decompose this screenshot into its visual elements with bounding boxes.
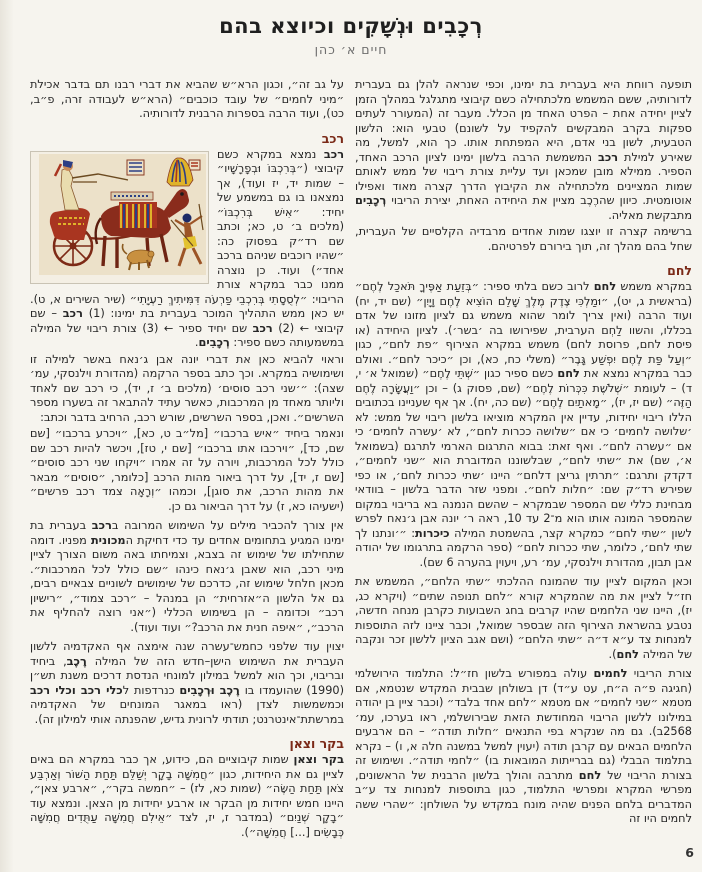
- chariot-illustration: [39, 154, 206, 275]
- paragraph: יצוין עוד שלפני כחמש־עשרה שנה אימצה אף האקדמיה ללשון העברית את השימוש הישן–חדש הזה של המילה רֶכֶב, ביחיד ובריבוי, וכך הוא למשל במילון למונחי הנדסת דרכים משנת תש״ן (1990) שהועמדו בו רֶכֶב וּרְכָבִים כנרדפות לכלי רכב וכלי רכב וכמשמשות לצדן (ראו במאגר המונחים של האקדמיה במרשתת־אינטרנט; תודתי לרונית גדיש, שהפנתה אותי למילון זה).: [30, 640, 345, 726]
- column-right: [355, 78, 692, 829]
- paragraph: וכאן המקום לציין עוד שהמונח ההלכתי ״שתי הלחם״, המשמש את חז״ל לציין את מה שהמקרא קורא ״לחם תנופה שתים״ (ויקרא כג, יז), היינו שני הלחמים שהיו קרבים בחג השבועות כקרבן מנחה חדשה, נטבע בהשראת הצירוף הזה שבספר שמואל, וכבר ציינו לזה התוספות למנחות צד ע״א ד״ה ״שתי הלחם״ (ושם אגב הציון ללשון זכר ונקבה של המילה לחם).: [355, 575, 692, 661]
- paragraph: בקר וצאן שמות קיבוציים הם, כידוע, אך כבר במקרא הם באים לציין גם את היחידות, כגון ״חֲמִשָּׁה בָקָר יְשַׁלֵּם תַּחַת הַשּׁוֹר וְאַרְבַּע צֹאן תַּחַת הַשֶּׂה״ (שמות כא, לז) – ״חמשה בקר״, ״ארבע צאן״, היינו חמש יחידות מן הבקר או ארבע יחידות מן הצאן. ונמצא עוד ״בָקָר שְׁנַיִם״ (במדבר ז, יז, לצד ״אֵילִם חֲמִשָּׁה עַתֻּדִים חֲמִשָּׁה כְּבָשִׂים [...] חֲמִשָּׁה״).: [30, 753, 344, 839]
- paragraph: רכב נמצא במקרא כשם קיבוצי (״בְּרִכְבּוֹ וּבְפָרָשָׁיו״ – שמות יד, יז ועוד), אך נמצאנו בו גם במשמע של יחיד: ״אִישׁ בְּרִכְבּוֹ״ (מלכים ב׳ ט, כא; וכתב שם רד״ק בפסוק כה: ״שהיו רוכבים שניהם ברכב אחד״) ועוד. כן נוצרה ממנו כבר במקרא צורת הריבוי: ״לְסֻסָתִי בְּרִכְבֵי פַרְעֹה דִּמִּיתִיךְ רַעְיָתִי״ (שיר השירים א, ט). יש כאן ממש התהליך המוכר בעברית בת ימינו: (1) רכב – שם קיבוצי ← (2) רכב שם יחיד ספיר ← (3) צורת ריבוי של המילה במשמעותה כשם ספיר: רְכָבִים.: [30, 147, 345, 349]
- paragraph-continuation: על גב זה״, וכגון הרא״ש שהביא את דברי רבנו תם בדבר אכילת ״מיני לחמים״ של עובד כוכבים״ (הרא״ש לעבודה זרה, פ״ב, כט), ועוד הרבה בספרות הרבנית לדורותיה.: [30, 78, 344, 120]
- column-left: [30, 78, 344, 842]
- masthead: [0, 0, 702, 57]
- section-header-bakar: בקר וצאן: [289, 736, 344, 751]
- paragraph: אין צורך להכביר מילים על השימוש המרובה ברכב בעברית בת ימינו המגיע בתחומים אחדים עד כדי דחיקת המכונית מפניו. דומה שתחילתו של שימוש זה בצבא, וצמיחתו באה משום הצורך לציין מיני רכב, הוא שאבן ג׳נאח כינהו ״שם כולל לכל המרכבות״. מכאן חלחל שימוש זה, כדרכם של שימושים לשוניים צבאיים רבים, גם אל הלשון ה״אזרחית״ הן במנהל – ״רכב צמוד״, ״רישיון רכב״ וכדומה – הן בשימוש הכללי (״אני רוצה להחליף את הרכב״, ״איפה חנית את הרכב?״ ועוד ועוד).: [30, 519, 344, 634]
- paragraph: במקרא משמש לחם לרוב כשם בלתי ספיר: ״בְּזֵעַת אַפֶּיךָ תֹּאכַל לֶחֶם״ (בראשית ג, יט), ״וּמַלְכִּי צֶדֶק מֶלֶךְ שָׁלֵם הוֹצִיא לֶחֶם וָיָיִן״ (שם יד, יח) ועוד הרבה (ואין צריך לומר שהוא משמש גם לציון מזונו של אדם בכללו, והשוו לַחְם הערבית, שפירושו בה ׳בשר׳). לציון היחידה (או פיסת לחם, פרוסת לחם) משמש במקרא הצירוף ״פת לחם״, כגון ״וְעַל פַּת לֶחֶם יִפְשַׁע גָּבֶר״ (משלי כח, כא), וכן ״כיכר לחם״. ואולם כבר במקרא נמצא את לחם כשם ספיר כגון ״שְׁתֵּי לֶחֶם״ (שמואל א׳ י, ד) – לעומת ״שְׁלֹשֶׁת כִּכְּרוֹת לֶחֶם״ (שם, פסוק ג) – וכן ״וַעֲשָׂרָה לֶחֶם הַזֶּה״ (שם יז, יז), ״מָאתַיִם לֶחֶם״ (שם כה, יח). אך אף שעניינו בכתובים הללו ריבוי יחידות, עדיין אין המקרא מוציאו בלשון ריבוי של ממש: לא ׳שלושה לחמים׳ כי אם ״שלושה ככרות לחם״, לא ׳עשרה לחמים׳ כי אם ״עשרה לחם״. ואף זאת: בבוא התרגום הארמי לתרגם (בשמואל א׳, שם) את ״שתי לחם״, שבלשוננו המדוברת הוא ״שני לחמים״, דקדק ותרגם: ״תרתין גריצן דלחם״ היינו ׳שתי ככרות לחם׳, או כפי שפירש רד״ק שם: ״חלות לחם״. ומפני שזר הדבר בלשון – בוודאי מבחינת כללי שם המספר שבמקרא – שהשם הנמנה בא בריבוי במקום שהמספר המונה אותו הוא מ־2 עד 10, ראה ר׳ יונה אבן ג׳נאח לפרש לשון ״שתי לחם״ כמקרא קצר, בהשמטת המילה כיכרות: ״׳ונתנו לך שתי לחם׳, כלומר, שתי ככרות לחם״ (ספר הרקמה בתרגומו של יהודה אבן תבון, מהדורת וילנסקי, עמ׳ רע, ויעוין בהערה 6 שם).: [355, 280, 692, 569]
- paragraph: ברשימה קצרה זו יוצגו שמות אחדים מרבדיה הקלסיים של העברית, שחל בהם מהלך זה, תוך בירורם לפרטיהם.: [355, 225, 692, 253]
- paragraph: צורת הריבוי לחמים עולה במפורש בלשון חז״ל: התלמוד הירושלמי (חגיגה פ״ה ה״ח, עט ע״ד) דן בשולחן שבבית המקדש שנטמא, אם מטמא ״שני לחמים״ אם מטמא ״לחם אחד בלבד״ (וכבר ציין בן יהודה במילונו ללשון הריבוי המחודשת הזאת שבירושלמי, ראו בערכו, עמ׳ 2568ב). גם מה שנקרא בפי התנאים ״חלות תודה״ – הם ארבעים הלחמים הבאים עם קרבן תודה (יעוין למשל במשנה חלה א, ו) – נקרא בתלמוד הבבלי (גם בברייתות המובאות בו) ״לחמי תודה״. ושימוש זה בצורת הריבוי של לחם מתרבה והולך בלשון הרבנית של הראשונים, מפרשי המקרא ומפרשי התלמוד, כגון בתוספות למנחות צד ע״ב המדברים בלחם הפנים שהיה מונח במקדש על השולחן: ״שהרי ששה לחמים היו זה: [355, 667, 692, 825]
- text-columns: [30, 78, 692, 852]
- section-header-lechem: לחם: [667, 263, 692, 278]
- page-author: חיים א׳ כהן: [314, 42, 388, 57]
- page-title: רְכָבִים וּנְשָׁקִים וכיוצא בהם: [219, 14, 483, 38]
- egyptian-chariot-image: [30, 151, 209, 284]
- section-header-rechev: רכב: [321, 130, 344, 146]
- page-number: 6: [685, 845, 694, 860]
- paragraph: וראוי להביא כאן את דברי יונה אבן ג׳נאח באשר למילה זו ושימושיה במקרא. וכך כתב בספר הרקמה (מהדורת וילנסקי, עמ׳ שצה): ״׳שני רכב סוסים׳ (מלכים ב׳ ז, יד), כי רכב שם לאחד וליותר מאחד מן המרכבות, כאשר עתיד להתבאר זה בשערו מספר השרשים״. ואכן, בספר השרשים, שורש רכב, הרחיב בדבר וכתב:: [30, 352, 344, 424]
- paragraph-quote: ונאמר ביחיד ״איש ברכבו״ [מל״ב ט, כא], ״ויכרע ברכבו״ [שם שם, כד], ״וירכבו אתו ברכבו״ [שם י, טז], ויכשר להיות רכב שם כולל לכל המרכבות, ויורה על זה אמרו ״ויקחו שני רכב סוסים״ [שם ז, יד], על דרך ביאור מהות הרכב [כלומר, ״סוסים״ מבאר את מהות הרכב, את סוגן], וכמהו ״וְרָאָה צמד רכב פרשים״ (ישעיהו כא, ז) על דרך הביאור גם כן.: [30, 427, 344, 513]
- paragraph: תופעה רווחת היא בעברית בת ימינו, וכפי שנראה להלן גם בעברית לדורותיה, ששם המשמש מלכתחילה כשם קיבוצי מתגלגל במהלך הזמן לציין יחידה אחת – הפרט האחד מן הכלל. מעבר זה (המעורר לעתים ספקות בקרב המבקשים להקפיד על לשונם) טבעי הוא: הלשון הטבעית, לשון בני אדם, היא המפתחת אותו. כך הוא, למשל, מה שאירע למילת רכב המשמשת הרבה בלשון ימינו לציון הרכב האחד, הספיר. ממילא מובן שמכאן ועד עליית צורת ריבוי של ממש לאותם שמות המציינים מלכתחילה את הקיבוץ הדרך קצרה מאוד ואפילו אוטומטית. כיוון שהרֶכֶב מציין את היחידה האחת, יצירת הריבוי רְכָבִים מתבקשת מאליה.: [355, 78, 692, 222]
